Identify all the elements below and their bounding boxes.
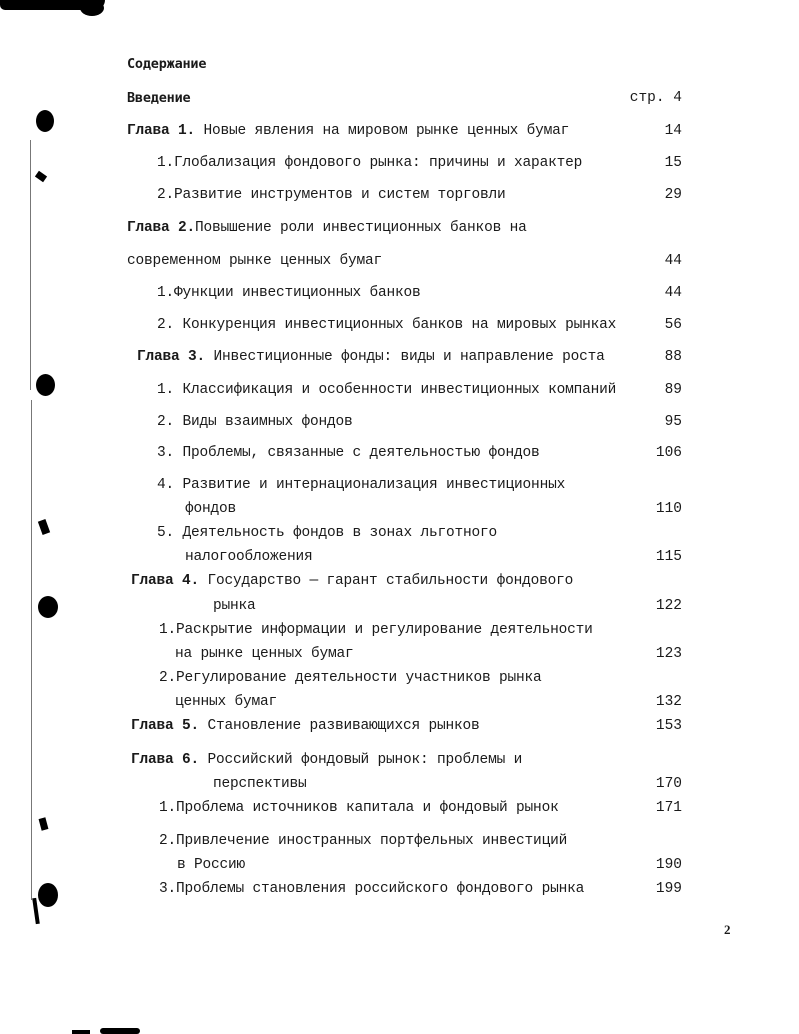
toc-entry-intro: Введение bbox=[127, 90, 191, 106]
toc-page: 29 bbox=[664, 187, 682, 203]
toc-entry-continuation: перспективы bbox=[213, 776, 307, 792]
toc-page: 122 bbox=[655, 598, 682, 614]
toc-page: 15 bbox=[664, 155, 682, 171]
toc-entry-chapter-2 bbox=[127, 219, 527, 237]
scan-mark-bottom bbox=[100, 1028, 140, 1034]
chapter-label: Глава 1. bbox=[127, 123, 196, 139]
chapter-title: Инвестиционные фонды: виды и направление роста bbox=[205, 349, 605, 365]
scan-edge-line-3 bbox=[31, 620, 32, 900]
chapter-label: Глава 3. bbox=[137, 349, 206, 365]
toc-entry-continuation: налогообложения bbox=[185, 549, 313, 565]
toc-page: 115 bbox=[655, 549, 682, 565]
toc-entry-chapter-4 bbox=[131, 572, 573, 590]
page-title: Содержание bbox=[127, 56, 207, 72]
toc-page: 56 bbox=[664, 317, 682, 333]
toc-entry-section: 2.Регулирование деятельности участников рынка bbox=[159, 670, 542, 686]
toc-entry-section: 1. Классификация и особенности инвестиционных компаний bbox=[157, 382, 617, 398]
toc-page: 95 bbox=[664, 414, 682, 430]
scan-mark-left-3 bbox=[39, 817, 49, 830]
toc-entry-section: 1.Функции инвестиционных банков bbox=[157, 285, 421, 301]
toc-entry-section: 1.Раскрытие информации и регулирование деятельности bbox=[159, 622, 593, 638]
toc-entry-section: 3.Проблемы становления российского фондового рынка bbox=[159, 881, 585, 897]
toc-entry-chapter-5 bbox=[131, 717, 480, 735]
chapter-label: Глава 2. bbox=[127, 220, 196, 236]
chapter-title: Государство — гарант стабильности фондового bbox=[199, 573, 574, 589]
scan-mark-bottom-left bbox=[32, 898, 40, 924]
toc-entry-continuation: ценных бумаг bbox=[175, 694, 278, 710]
toc-entry-section: 5. Деятельность фондов в зонах льготного bbox=[157, 525, 498, 541]
toc-entry-section: 4. Развитие и интернационализация инвестиционных bbox=[157, 477, 566, 493]
scan-mark-bottom-2 bbox=[72, 1030, 90, 1034]
toc-entry-section: 2. Виды взаимных фондов bbox=[157, 414, 353, 430]
scan-edge-line-2 bbox=[31, 400, 32, 620]
toc-page: 44 bbox=[664, 285, 682, 301]
punch-hole-4 bbox=[38, 883, 58, 907]
punch-hole-1 bbox=[36, 110, 54, 132]
toc-page: 44 bbox=[664, 253, 682, 269]
toc-entry-chapter-6 bbox=[131, 751, 522, 769]
toc-entry-continuation: современном рынке ценных бумаг bbox=[127, 253, 383, 269]
toc-entry-section: 1.Проблема источников капитала и фондовый рынок bbox=[159, 800, 559, 816]
chapter-title: Российский фондовый рынок: проблемы и bbox=[199, 752, 523, 768]
chapter-label: Глава 5. bbox=[131, 718, 200, 734]
chapter-title: Новые явления на мировом рынке ценных бумаг bbox=[195, 123, 570, 139]
toc-entry-chapter-3 bbox=[137, 348, 605, 366]
toc-entry-section: 2.Развитие инструментов и систем торговли bbox=[157, 187, 506, 203]
toc-page: 170 bbox=[655, 776, 682, 792]
chapter-label: Глава 4. bbox=[131, 573, 200, 589]
toc-page: 14 bbox=[664, 123, 682, 139]
toc-page: 110 bbox=[655, 501, 682, 517]
toc-page: 153 bbox=[655, 718, 682, 734]
chapter-label: Глава 6. bbox=[131, 752, 200, 768]
toc-entry-continuation: на рынке ценных бумаг bbox=[175, 646, 354, 662]
chapter-title: Становление развивающихся рынков bbox=[199, 718, 480, 734]
toc-entry-section: 1.Глобализация фондового рынка: причины и характер bbox=[157, 155, 583, 171]
scan-mark-left-1 bbox=[35, 171, 47, 182]
toc-page-intro: стр. 4 bbox=[629, 90, 682, 106]
toc-entry-section: 2.Привлечение иностранных портфельных инвестиций bbox=[159, 833, 568, 849]
page-number: 2 bbox=[724, 922, 731, 937]
toc-page: 171 bbox=[655, 800, 682, 816]
toc-page: 106 bbox=[655, 445, 682, 461]
toc-entry-continuation: рынка bbox=[213, 598, 256, 614]
toc-entry-continuation: фондов bbox=[185, 501, 237, 517]
scan-mark-top-blot bbox=[80, 0, 104, 16]
toc-entry-continuation: в Россию bbox=[177, 857, 246, 873]
punch-hole-2 bbox=[36, 374, 55, 396]
scan-edge-line bbox=[30, 140, 31, 390]
toc-page: 89 bbox=[664, 382, 682, 398]
toc-page: 199 bbox=[655, 881, 682, 897]
toc-page: 190 bbox=[655, 857, 682, 873]
toc-page: 88 bbox=[664, 349, 682, 365]
scan-mark-left-2 bbox=[38, 519, 50, 535]
toc-entry-chapter-1 bbox=[127, 122, 569, 140]
toc-entry-section: 2. Конкуренция инвестиционных банков на мировых рынках bbox=[157, 317, 617, 333]
toc-page: 123 bbox=[655, 646, 682, 662]
punch-hole-3 bbox=[38, 596, 58, 618]
toc-page: 132 bbox=[655, 694, 682, 710]
chapter-title: Повышение роли инвестиционных банков на bbox=[195, 220, 527, 236]
toc-entry-section: 3. Проблемы, связанные с деятельностью фондов bbox=[157, 445, 540, 461]
